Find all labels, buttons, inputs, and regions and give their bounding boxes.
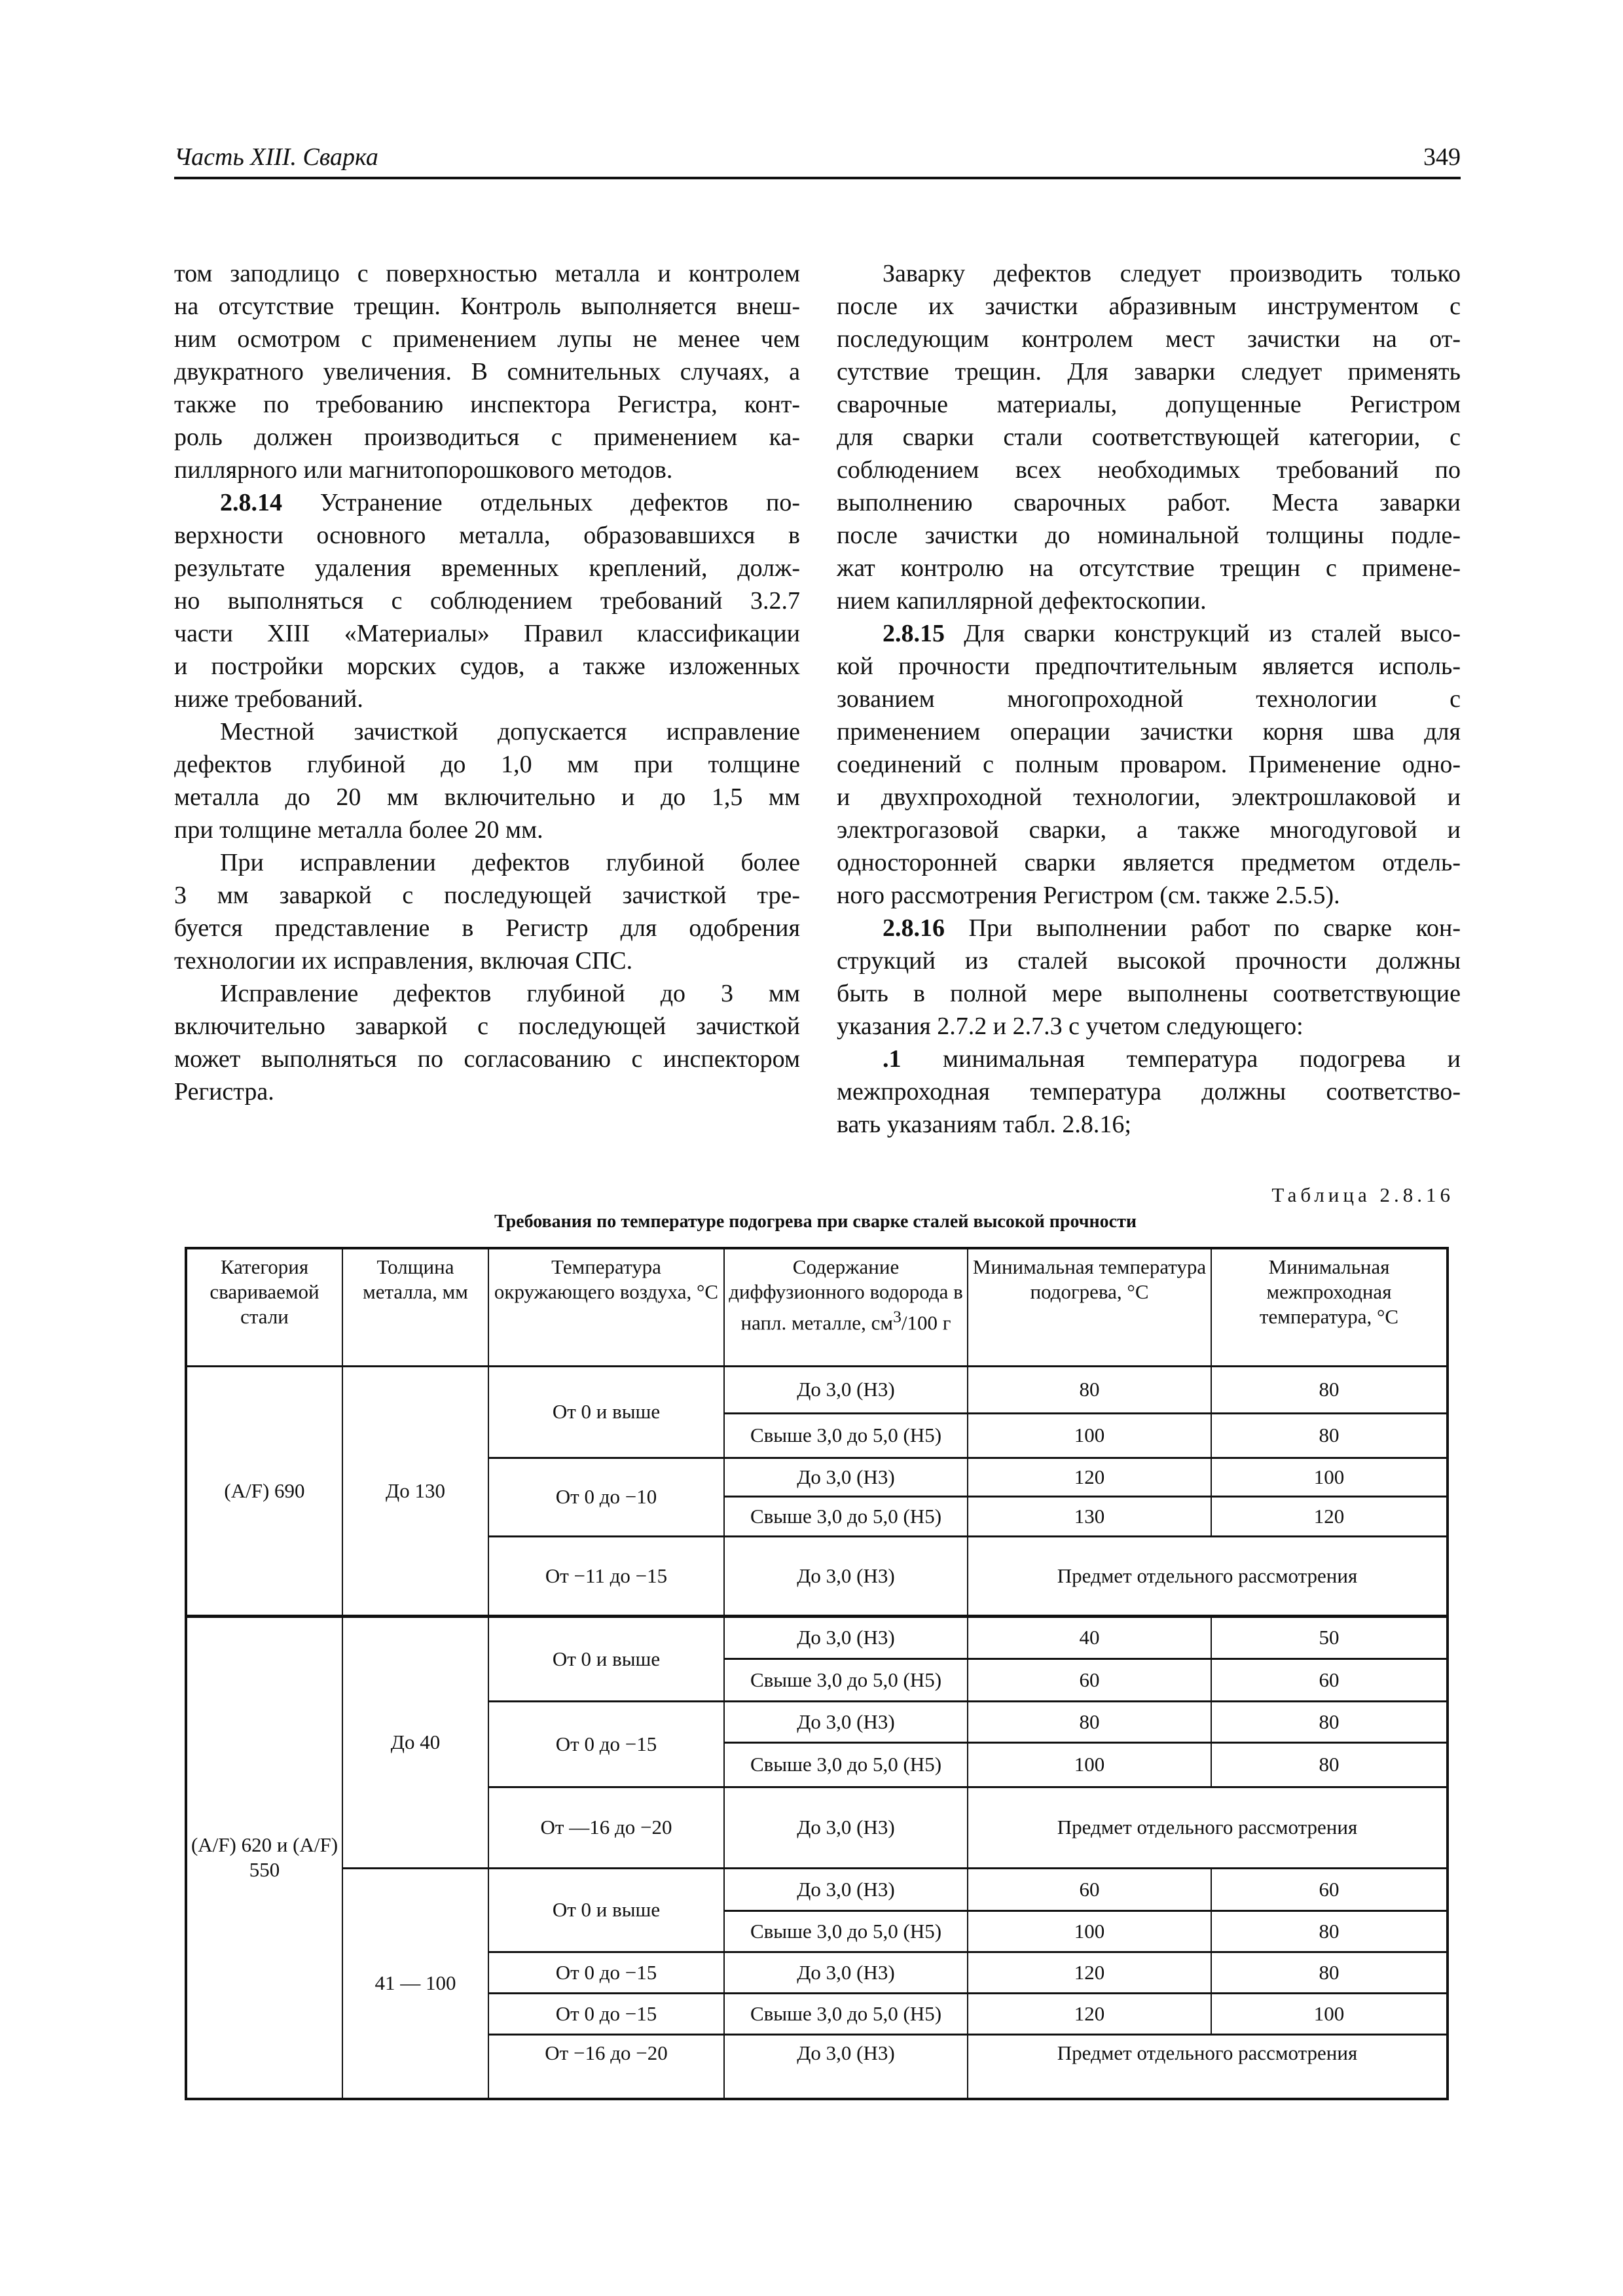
min-preheat-cell: 120 [968,1993,1211,2034]
header-hydrogen: Содержание диффузионного водорода в напл. металле, $см^3/100$ г [724,1248,968,1366]
text-line [837,683,1461,715]
ambient-temp-cell: От 0 и выше [488,1366,724,1458]
line-text: применением операции зачистки корня шва для [837,718,1461,745]
line-text: но выполняться с соблюдением требований 3.2.7 [174,587,800,615]
ambient-temp-cell: От 0 до −15 [488,1952,724,1993]
ambient-temp-cell: От 0 и выше [488,1868,724,1952]
min-preheat-cell: 100 [968,1742,1211,1787]
text-line [837,1043,1461,1075]
min-preheat-cell: 120 [968,1458,1211,1496]
hydrogen-cell: До 3,0 (Н3) [724,2034,968,2099]
text-line [837,912,1461,944]
line-text: Устранение отдельных дефектов по- [282,489,800,516]
line-text: 3 мм заваркой с последующей зачисткой тре- [174,882,800,909]
text-line [837,781,1461,814]
hydrogen-cell: До 3,0 (Н3) [724,1701,968,1742]
line-text: выполнению сварочных работ. Места заварки [837,489,1461,516]
text-line [174,912,800,944]
line-text: ним осмотром с применением лупы не менее чем [174,325,800,353]
line-text: может выполняться по согласованию с инспектором [174,1045,800,1073]
min-interpass-cell: 80 [1211,1701,1448,1742]
thickness-cell: 41 — 100 [342,1868,488,2099]
line-text: буется представление в Регистр для одобрения [174,914,800,942]
line-text: также по требованию инспектора Регистра, конт- [174,391,800,418]
line-text: сварочные материалы, допущенные Регистром [837,391,1461,418]
text-line [837,617,1461,650]
text-line [174,552,800,584]
line-text: кой прочности предпочтительным является исполь- [837,653,1461,680]
min-interpass-cell: 100 [1211,1993,1448,2034]
ambient-temp-cell: От −16 до −20 [488,2034,724,2099]
line-text: электрогазовой сварки, а также многодуговой и [837,816,1461,844]
text-line [837,846,1461,879]
header-thickness: Толщина металла, мм [342,1248,488,1366]
text-line [174,879,800,912]
table-row [186,1868,1448,1910]
right-text-column [837,257,1461,1141]
line-text: части XIII «Материалы» Правил классификации [174,620,800,647]
text-line [174,519,800,552]
text-line [837,944,1461,977]
thickness-cell: До 40 [342,1616,488,1868]
line-text: ниже требований. [174,685,363,713]
category-cell: (A/F) 620 и (A/F) 550 [186,1616,342,2099]
text-line [174,584,800,617]
line-text: для сварки стали соответствующей категории, с [837,423,1461,451]
min-preheat-cell: 100 [968,1910,1211,1952]
line-text: Исправление дефектов глубиной до 3 мм [220,980,800,1007]
min-preheat-cell: 100 [968,1413,1211,1458]
line-text: после их зачистки абразивным инструментом с [837,293,1461,320]
line-text: нием капиллярной дефектоскопии. [837,587,1207,615]
min-interpass-cell: 100 [1211,1458,1448,1496]
special-consideration-cell: Предмет отдельного рассмотрения [968,2034,1448,2099]
text-line [174,683,800,715]
hydrogen-cell: До 3,0 (Н3) [724,1868,968,1910]
text-line [837,748,1461,781]
ambient-temp-cell: От 0 и выше [488,1616,724,1701]
text-line [837,486,1461,519]
line-text: Местной зачисткой допускается исправление [220,718,800,745]
line-text: Для сварки конструкций из сталей высо- [945,620,1461,647]
hydrogen-cell: Свыше 3,0 до 5,0 (Н5) [724,1993,968,2034]
line-text: и двухпроходной технологии, электрошлаковой и [837,783,1461,811]
line-text: быть в полной мере выполнены соответствующие [837,980,1461,1007]
hydrogen-cell: Свыше 3,0 до 5,0 (Н5) [724,1910,968,1952]
header-category: Категория свариваемой стали [186,1248,342,1366]
text-line [837,519,1461,552]
line-text: том заподлицо с поверхностью металла и контролем [174,260,800,287]
text-line [174,257,800,290]
min-interpass-cell: 60 [1211,1659,1448,1701]
line-text: Заварку дефектов следует производить только [883,260,1461,287]
text-line [837,977,1461,1010]
text-line [174,323,800,355]
ambient-temp-cell: От 0 до −15 [488,1993,724,2034]
hydrogen-cell: Свыше 3,0 до 5,0 (Н5) [724,1413,968,1458]
line-text: указания 2.7.2 и 2.7.3 с учетом следующего: [837,1013,1304,1040]
text-line [174,617,800,650]
clause-number: .1 [883,1045,902,1073]
text-line [837,1010,1461,1043]
header-ambient-temp: Температура окружающего воздуха, °С [488,1248,724,1366]
text-line [174,944,800,977]
line-text: вать указаниям табл. 2.8.16; [837,1111,1131,1138]
header-min-interpass: Минимальная межпроходная температура, °С [1211,1248,1448,1366]
text-line [837,454,1461,486]
line-text: ного рассмотрения Регистром (см. также 2.5.5). [837,882,1340,909]
line-text: При исправлении дефектов глубиной более [220,849,800,876]
text-line [174,748,800,781]
text-line [174,715,800,748]
text-line [174,486,800,519]
text-line [174,650,800,683]
line-text: результате удаления временных креплений, долж- [174,554,800,582]
line-text: роль должен производиться с применением ка- [174,423,800,451]
hydrogen-cell: До 3,0 (Н3) [724,1458,968,1496]
text-line [837,290,1461,323]
ambient-temp-cell: От —16 до −20 [488,1787,724,1868]
text-line [174,977,800,1010]
min-preheat-cell: 80 [968,1366,1211,1413]
text-line [837,388,1461,421]
hydrogen-cell: До 3,0 (Н3) [724,1366,968,1413]
preheat-requirements-table [185,1247,1449,2100]
text-line [174,1010,800,1043]
header-min-preheat: Минимальная температура подогрева, °С [968,1248,1211,1366]
text-line [837,355,1461,388]
min-preheat-cell: 120 [968,1952,1211,1993]
text-line [837,1075,1461,1108]
line-text: сутствие трещин. Для заварки следует применять [837,358,1461,386]
line-text: после зачистки до номинальной толщины подле- [837,522,1461,549]
min-preheat-cell: 80 [968,1701,1211,1742]
line-text: жат контролю на отсутствие трещин с примене- [837,554,1461,582]
table-caption: Таблица 2.8.16 [1271,1183,1454,1206]
text-line [837,879,1461,912]
table-row [186,1616,1448,1659]
min-preheat-cell: 130 [968,1496,1211,1536]
line-text: минимальная температура подогрева и [901,1045,1461,1073]
line-text: При выполнении работ по сварке кон- [945,914,1461,942]
line-text: включительно заваркой с последующей зачисткой [174,1013,800,1040]
min-interpass-cell: 60 [1211,1868,1448,1910]
clause-number: 2.8.15 [883,620,945,647]
text-line [837,650,1461,683]
table-row [186,1366,1448,1413]
hydrogen-cell: До 3,0 (Н3) [724,1616,968,1659]
text-line [837,421,1461,454]
hydrogen-cell: Свыше 3,0 до 5,0 (Н5) [724,1659,968,1701]
min-interpass-cell: 80 [1211,1413,1448,1458]
line-text: последующим контролем мест зачистки на от- [837,325,1461,353]
min-preheat-cell: 40 [968,1616,1211,1659]
table-title: Требования по температуре подогрева при сварке сталей высокой прочности [494,1211,1137,1232]
text-line [174,388,800,421]
text-line [837,1108,1461,1141]
text-line [174,290,800,323]
line-text: на отсутствие трещин. Контроль выполняется внеш- [174,293,800,320]
page-number: 349 [1423,143,1461,171]
text-line [174,421,800,454]
line-text: верхности основного металла, образовавшихся в [174,522,800,549]
line-text: односторонней сварки является предметом отдель- [837,849,1461,876]
text-line [837,715,1461,748]
min-interpass-cell: 80 [1211,1366,1448,1413]
line-text: металла до 20 мм включительно и до 1,5 мм [174,783,800,811]
min-interpass-cell: 80 [1211,1910,1448,1952]
hydrogen-cell: До 3,0 (Н3) [724,1952,968,1993]
special-consideration-cell: Предмет отдельного рассмотрения [968,1787,1448,1868]
line-text: зованием многопроходной технологии с [837,685,1461,713]
line-text: пиллярного или магнитопорошкового методов. [174,456,673,484]
hydrogen-cell: Свыше 3,0 до 5,0 (Н5) [724,1496,968,1536]
line-text: межпроходная температура должны соответство- [837,1078,1461,1105]
min-preheat-cell: 60 [968,1868,1211,1910]
hydrogen-cell: Свыше 3,0 до 5,0 (Н5) [724,1742,968,1787]
text-line [174,781,800,814]
min-interpass-cell: 120 [1211,1496,1448,1536]
clause-number: 2.8.16 [883,914,945,942]
line-text: технологии их исправления, включая СПС. [174,947,633,975]
hydrogen-cell: До 3,0 (Н3) [724,1536,968,1616]
special-consideration-cell: Предмет отдельного рассмотрения [968,1536,1448,1616]
text-line [174,355,800,388]
text-line [174,1043,800,1075]
text-line [174,846,800,879]
text-line [837,257,1461,290]
text-line [174,1075,800,1108]
ambient-temp-cell: От 0 до −15 [488,1701,724,1787]
header-rule [174,177,1461,179]
ambient-temp-cell: От −11 до −15 [488,1536,724,1616]
line-text: и постройки морских судов, а также изложенных [174,653,800,680]
line-text: двукратного увеличения. В сомнительных случаях, а [174,358,800,386]
line-text: соблюдением всех необходимых требований по [837,456,1461,484]
line-text: при толщине металла более 20 мм. [174,816,543,844]
min-preheat-cell: 60 [968,1659,1211,1701]
line-text: дефектов глубиной до 1,0 мм при толщине [174,751,800,778]
min-interpass-cell: 80 [1211,1742,1448,1787]
text-line [174,814,800,846]
text-line [837,552,1461,584]
text-line [837,323,1461,355]
category-cell: (A/F) 690 [186,1366,342,1616]
clause-number: 2.8.14 [220,489,282,516]
running-title: Часть XIII. Сварка [174,143,378,171]
line-text: Регистра. [174,1078,274,1105]
min-interpass-cell: 50 [1211,1616,1448,1659]
table-header-row [186,1248,1448,1366]
min-interpass-cell: 80 [1211,1952,1448,1993]
left-text-column [174,257,800,1108]
text-line [837,814,1461,846]
thickness-cell: До 130 [342,1366,488,1616]
line-text: струкций из сталей высокой прочности должны [837,947,1461,975]
line-text: соединений с полным проваром. Применение одно- [837,751,1461,778]
text-line [837,584,1461,617]
text-line [174,454,800,486]
ambient-temp-cell: От 0 до −10 [488,1458,724,1536]
hydrogen-cell: До 3,0 (Н3) [724,1787,968,1868]
